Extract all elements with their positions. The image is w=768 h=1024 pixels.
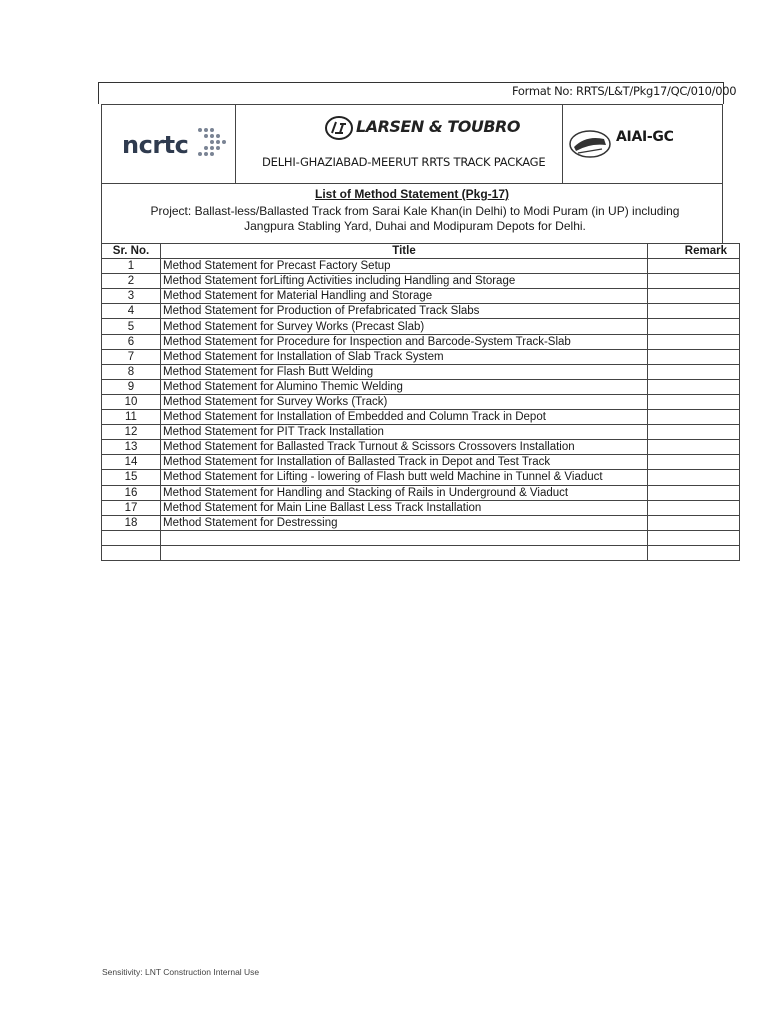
sensitivity-footer: Sensitivity: LNT Construction Internal Use [102, 967, 260, 977]
table-row [102, 455, 740, 470]
table-row [102, 440, 740, 455]
table-row [102, 470, 740, 485]
lt-emblem-icon [324, 115, 354, 141]
cell-remark [648, 379, 740, 394]
cell-remark [648, 485, 740, 500]
cell-sr-no: 17 [102, 500, 161, 515]
table-row [102, 500, 740, 515]
cell-title: Method Statement forLifting Activities including Handling and Storage [161, 274, 648, 289]
cell-title: Method Statement for Installation of Ballasted Track in Depot and Test Track [161, 455, 648, 470]
cell-remark [648, 455, 740, 470]
cell-title: Method Statement for Production of Prefabricated Track Slabs [161, 304, 648, 319]
cell-title: Method Statement for Main Line Ballast Less Track Installation [161, 500, 648, 515]
cell-remark [648, 259, 740, 274]
format-number: Format No: RRTS/L&T/Pkg17/QC/010/000 [512, 84, 737, 98]
cell-sr-no: 9 [102, 379, 161, 394]
package-title: DELHI-GHAZIABAD-MEERUT RRTS TRACK PACKAGE [262, 155, 546, 169]
table-row [102, 349, 740, 364]
cell-sr-no: 12 [102, 425, 161, 440]
table-row [102, 545, 740, 560]
cell-sr-no: 2 [102, 274, 161, 289]
cell-remark [648, 530, 740, 545]
aiai-gc-logo-text: AIAI-GC [616, 129, 674, 145]
cell-title: Method Statement for PIT Track Installation [161, 425, 648, 440]
cell-remark [648, 319, 740, 334]
cell-sr-no [102, 530, 161, 545]
project-description: Project: Ballast-less/Ballasted Track from Sarai Kale Khan(in Delhi) to Modi Puram (in UP) including Jangpura Stabling Yard, Duhai and Modipuram Depots for Delhi. [150, 204, 680, 233]
table-row [102, 379, 740, 394]
cell-remark [648, 470, 740, 485]
cell-sr-no: 14 [102, 455, 161, 470]
cell-sr-no: 1 [102, 259, 161, 274]
frame-top-line [98, 82, 724, 83]
cell-title: Method Statement for Flash Butt Welding [161, 364, 648, 379]
cell-sr-no: 18 [102, 515, 161, 530]
cell-sr-no: 4 [102, 304, 161, 319]
cell-sr-no: 13 [102, 440, 161, 455]
table-row [102, 410, 740, 425]
aiai-gc-logo [568, 125, 718, 165]
header-logos-box [101, 104, 723, 184]
table-row [102, 319, 740, 334]
cell-title: Method Statement for Alumino Themic Welding [161, 379, 648, 394]
cell-sr-no: 7 [102, 349, 161, 364]
cell-remark [648, 274, 740, 289]
aiai-train-icon [568, 129, 612, 159]
lt-logo [324, 115, 564, 145]
cell-remark [648, 334, 740, 349]
table-row [102, 334, 740, 349]
table-row [102, 515, 740, 530]
cell-title: Method Statement for Installation of Embedded and Column Track in Depot [161, 410, 648, 425]
cell-title: Method Statement for Lifting - lowering of Flash butt weld Machine in Tunnel & Viaduct [161, 470, 648, 485]
table-row [102, 259, 740, 274]
cell-remark [648, 289, 740, 304]
cell-remark [648, 500, 740, 515]
cell-title: Method Statement for Precast Factory Setup [161, 259, 648, 274]
cell-remark [648, 515, 740, 530]
cell-sr-no: 10 [102, 394, 161, 409]
cell-remark [648, 304, 740, 319]
cell-remark [648, 440, 740, 455]
table-header-row [102, 244, 740, 259]
table-row [102, 485, 740, 500]
ncrtc-logo-text: ncrtc [122, 131, 189, 159]
cell-remark [648, 364, 740, 379]
cell-title: Method Statement for Procedure for Inspection and Barcode-System Track-Slab [161, 334, 648, 349]
table-row [102, 274, 740, 289]
list-title: List of Method Statement (Pkg-17) [314, 187, 509, 201]
cell-title: Method Statement for Installation of Slab Track System [161, 349, 648, 364]
table-row [102, 425, 740, 440]
ncrtc-logo [122, 127, 232, 167]
header-remark: Remark [648, 244, 740, 259]
header-title: Title [161, 244, 648, 259]
table-row [102, 364, 740, 379]
header-divider [235, 105, 236, 183]
method-statement-table [101, 243, 740, 561]
cell-sr-no: 5 [102, 319, 161, 334]
cell-remark [648, 425, 740, 440]
cell-sr-no: 6 [102, 334, 161, 349]
cell-sr-no: 16 [102, 485, 161, 500]
cell-title: Method Statement for Survey Works (Track) [161, 394, 648, 409]
cell-sr-no: 11 [102, 410, 161, 425]
table-row [102, 289, 740, 304]
cell-sr-no: 15 [102, 470, 161, 485]
title-box [101, 184, 723, 243]
ncrtc-dots-icon [182, 127, 232, 159]
cell-title [161, 530, 648, 545]
table-row [102, 304, 740, 319]
cell-title: Method Statement for Handling and Stacking of Rails in Underground & Viaduct [161, 485, 648, 500]
cell-sr-no [102, 545, 161, 560]
frame-left-line [98, 82, 99, 104]
cell-remark [648, 394, 740, 409]
table-row [102, 530, 740, 545]
cell-title [161, 545, 648, 560]
header-sr-no: Sr. No. [102, 244, 161, 259]
cell-title: Method Statement for Material Handling and Storage [161, 289, 648, 304]
table-row [102, 394, 740, 409]
cell-title: Method Statement for Ballasted Track Turnout & Scissors Crossovers Installation [161, 440, 648, 455]
cell-sr-no: 3 [102, 289, 161, 304]
lt-logo-text: LARSEN & TOUBRO [356, 117, 520, 136]
cell-remark [648, 410, 740, 425]
cell-sr-no: 8 [102, 364, 161, 379]
cell-title: Method Statement for Destressing [161, 515, 648, 530]
cell-remark [648, 545, 740, 560]
cell-remark [648, 349, 740, 364]
cell-title: Method Statement for Survey Works (Precast Slab) [161, 319, 648, 334]
